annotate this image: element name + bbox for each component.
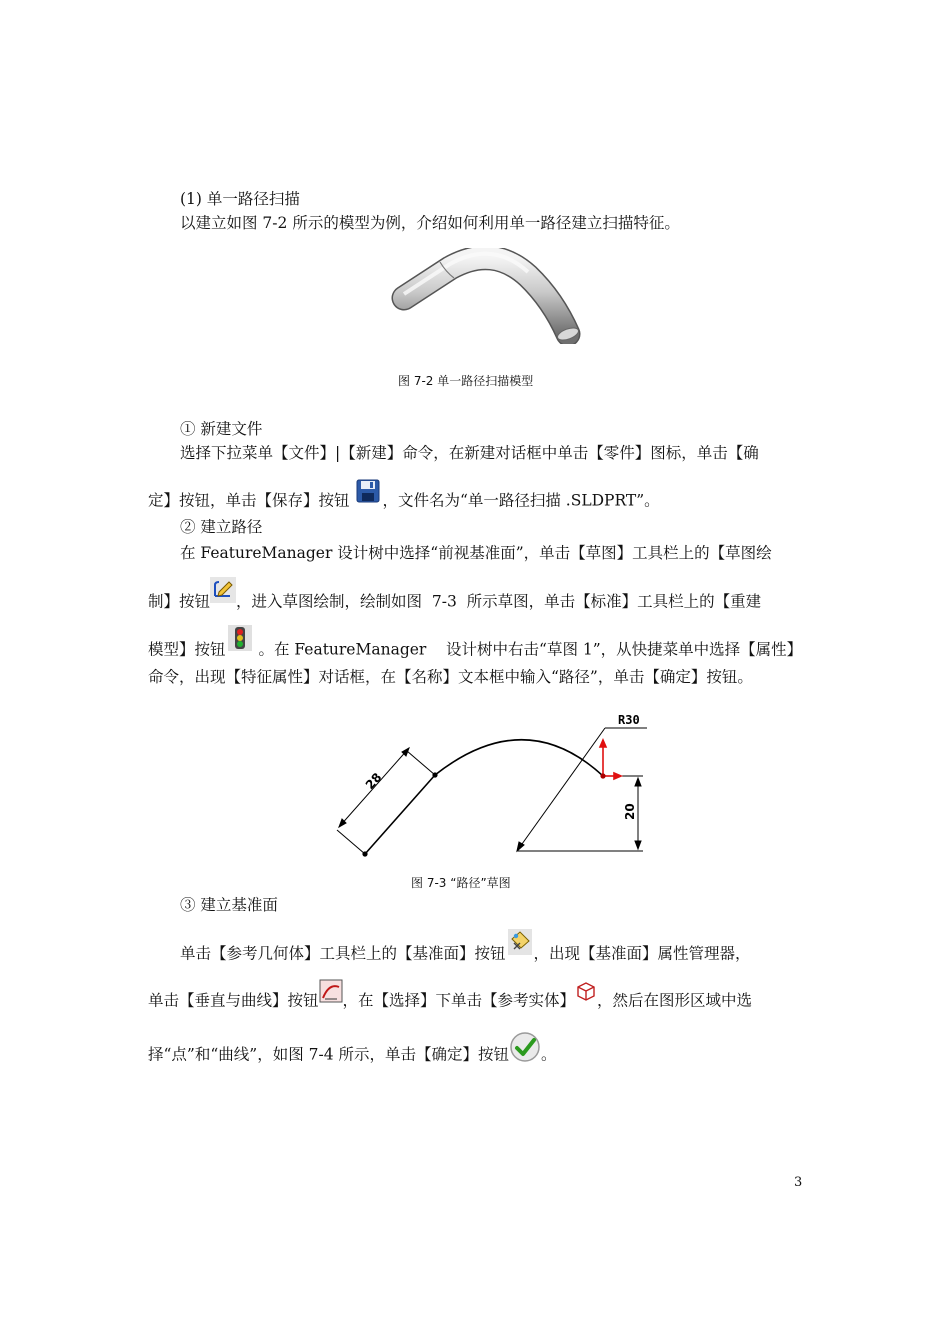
step3-text-line3-a: 择“点”和“曲线”，如图 7-4 所示，单击【确定】按钮: [148, 1045, 510, 1064]
step2-text-line3-a: 模型】按钮: [148, 640, 226, 659]
step3-text-line1: [180, 939, 751, 970]
step1-text-line1: 选择下拉菜单【文件】|【新建】命令，在新建对话框中单击【零件】图标，单击【确: [180, 444, 759, 462]
step3-text-line2: [148, 987, 752, 1016]
step3-text-line1-a: 单击【参考几何体】工具栏上的【基准面】按钮: [180, 944, 506, 963]
section-intro: 以建立如图 7-2 所示的模型为例，介绍如何利用单一路径建立扫描特征。: [180, 214, 680, 232]
figure-7-2-caption: 图 7-2 单一路径扫描模型: [398, 374, 534, 388]
section-heading: (1) 单一路径扫描: [180, 190, 300, 208]
step3-text-line2-c: ，然后在图形区域中选: [597, 991, 753, 1010]
step1-heading: ① 新建文件: [180, 420, 263, 438]
step3-text-line2-a: 单击【垂直与曲线】按钮: [148, 991, 319, 1010]
dimension-28: [337, 748, 435, 854]
step3-heading: ③ 建立基准面: [180, 896, 278, 914]
step2-text-line2: [148, 587, 761, 618]
step3-text-line2-b: ，在【选择】下单击【参考实体】: [342, 991, 576, 1010]
normal-to-curve-icon: [319, 979, 343, 1008]
reference-entity-cube-icon: [575, 980, 597, 1007]
step3-text-line3: [148, 1037, 557, 1074]
sweep-model-figure: [388, 248, 584, 344]
page-number: 3: [794, 1175, 803, 1190]
figure-7-3-caption: 图 7-3 “路径”草图: [411, 876, 511, 890]
step2-text-line1: 在 FeatureManager 设计树中选择“前视基准面”，单击【草图】工具栏上的【草图绘: [180, 544, 772, 562]
rebuild-traffic-light-icon: [228, 625, 252, 656]
dimension-28-label: 28: [362, 770, 385, 793]
step2-text-line3: [148, 635, 802, 666]
step3-text-line1-b: ，出现【基准面】属性管理器，: [533, 944, 751, 963]
dimension-r30: [517, 728, 647, 851]
origin-marker: [600, 740, 621, 779]
ok-check-icon: [509, 1031, 541, 1068]
dimension-20-label: 20: [623, 803, 637, 820]
step1-text-line2-b: ，文件名为“单一路径扫描 .SLDPRT”。: [382, 491, 660, 510]
plane-icon: [508, 929, 532, 960]
step2-text-line2-a: 制】按钮: [148, 592, 211, 611]
save-icon: [356, 479, 380, 508]
step3-text-line3-b: 。: [541, 1045, 557, 1064]
path-sketch-figure: [335, 708, 655, 868]
step2-heading: ② 建立路径: [180, 518, 263, 536]
sketch-icon: [210, 577, 236, 608]
step2-text-line3-b: 。在 FeatureManager 设计树中右击“草图 1”，从快捷菜单中选择【属性】: [253, 640, 803, 659]
step1-text-line2-a: 定】按钮，单击【保存】按钮: [148, 491, 355, 510]
step2-text-line4: 命令，出现【特征属性】对话框，在【名称】文本框中输入“路径”，单击【确定】按钮。: [148, 668, 753, 686]
step1-text-line2: [148, 487, 660, 516]
sketch-arc: [435, 740, 603, 776]
step2-text-line2-b: ，进入草图绘制，绘制如图 7-3 所示草图，单击【标准】工具栏上的【重建: [236, 592, 762, 611]
dimension-r30-label: R30: [618, 713, 640, 727]
